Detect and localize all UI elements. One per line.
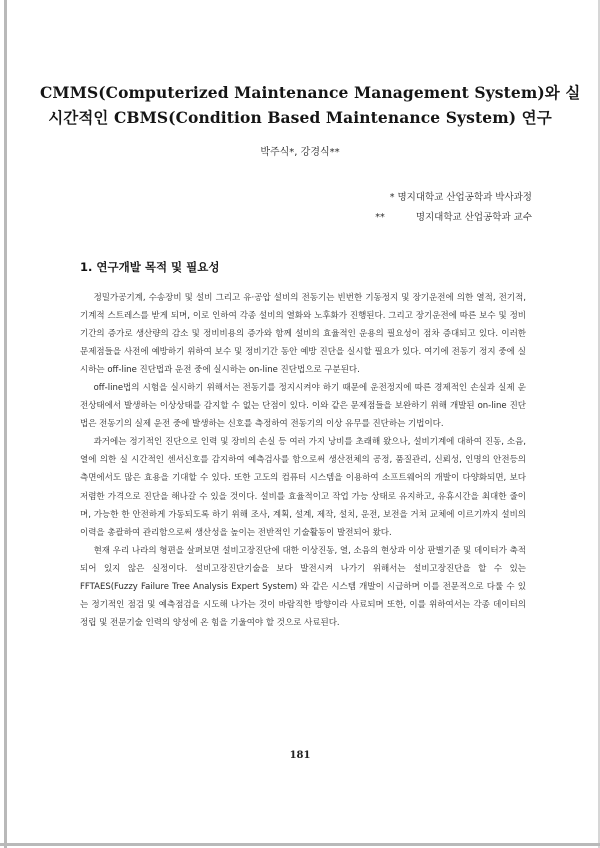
page-number: 181 [289, 750, 311, 761]
scan-border-left [4, 0, 7, 848]
affiliation-1 [390, 189, 532, 203]
paper-title-line-1: CMMS(Computerized Maintenance Management System)와 실 [40, 83, 581, 102]
affiliation-2 [375, 209, 532, 223]
paragraph: 현재 우리 나라의 형편을 살펴보면 설비고장진단에 대한 이상진동, 열, 소음의 현상과 이상 판별기준 및 데이터가 축적되어 있지 않은 실정이다. 설비고장진단기술을 보다 발전시켜 나가기 위해서는 설비고장진단을 할 수 있는 FFTAES(Fuzzy Failure Tree Analysis Expert System) 와 같은 시스템 개발이 시급하며 이를 전문적으로 다룰 수 있는 정기적인 점검 및 예측점검을 시도해 나가는 것이 바람직한 방향이라 사료되며 또한, 이를 위하여서는 각종 데이터의 정립 및 전문기술 인력의 양성에 온 힘을 기울여야 할 것으로 사료된다. [80, 545, 526, 628]
affiliation-mark: * [389, 192, 395, 203]
section-heading [80, 259, 220, 275]
affiliation-text: 명지대학교 산업공학과 박사과정 [397, 192, 532, 203]
paragraph: 과거에는 정기적인 진단으로 인력 및 장비의 손실 등 여러 가지 낭비를 초래해 왔으나, 설비기계에 대하여 진동, 소음, 열에 의한 실 시간적인 센서신호를 감지하여 예측검사를 함으로써 생산전체의 공정, 품질관리, 신뢰성, 인명의 안전등의 측면에서도 많은 효용을 기대할 수 있다. 또한 고도의 컴퓨터 시스템을 이용하여 소프트웨어의 개발이 다양화되면, 보다 저렴한 가격으로 진단을 해나갈 수 있을 것이다. 설비를 효율적이고 작업 가능 상태로 유지하고, 유휴시간을 최대한 줄이며, 가능한 한 안전하게 가동되도록 하기 위해 조사, 계획, 설계, 제작, 설치, 운전, 보전을 거쳐 교체에 이르기까지 설비의 이력을 총괄하여 관리함으로써 생산성을 높이는 전반적인 기술활동이 발전되어 왔다. [80, 437, 526, 538]
paper-title-line-2: 시간적인 CBMS(Condition Based Maintenance System) 연구 [48, 108, 552, 127]
paragraph: 정밀가공기계, 수송장비 및 설비 그리고 유·공압 설비의 전동기는 빈번한 기동정지 및 장기운전에 의한 열적, 전기적, 기계적 스트레스를 받게 되며, 이로 인하여 각종 설비의 열화와 노후화가 진행된다. 그리고 장기운전에 따른 보수 및 정비 기간의 증가로 생산량의 감소 및 정비비용의 증가와 함께 설비의 효율적인 운용의 필요성이 점차 증대되고 있다. 이러한 문제점들을 사전에 예방하기 위하여 보수 및 정비기간 동안 예방 진단을 실시할 필요가 있다. 여기에 전동기 정지 중에 실시하는 off-line 진단법과 운전 중에 실시하는 on-line 진단법으로 구분된다. [80, 293, 526, 376]
affiliation-text: 명지대학교 산업공학과 교수 [415, 212, 532, 223]
scan-border-bottom [0, 843, 600, 846]
body-text [80, 289, 526, 632]
section-title: 연구개발 목적 및 필요성 [96, 260, 220, 274]
section-number: 1. [80, 260, 93, 274]
author-list: 박주식*, 강경식** [260, 147, 340, 158]
paper-title [40, 80, 581, 130]
affiliation-mark: ** [375, 212, 385, 223]
paragraph: off-line법의 시험을 실시하기 위해서는 전동기를 정지시켜야 하기 때문에 운전정지에 따른 경제적인 손실과 실제 운전상태에서 발생하는 이상상태를 감지할 수 없는 단점이 있다. 이와 같은 문제점들을 보완하기 위해 개발된 on-line 진단법은 전동기의 실제 운전 중에 발생하는 신호를 측정하여 전동기의 이상 유무를 진단하는 기법이다. [80, 383, 526, 430]
